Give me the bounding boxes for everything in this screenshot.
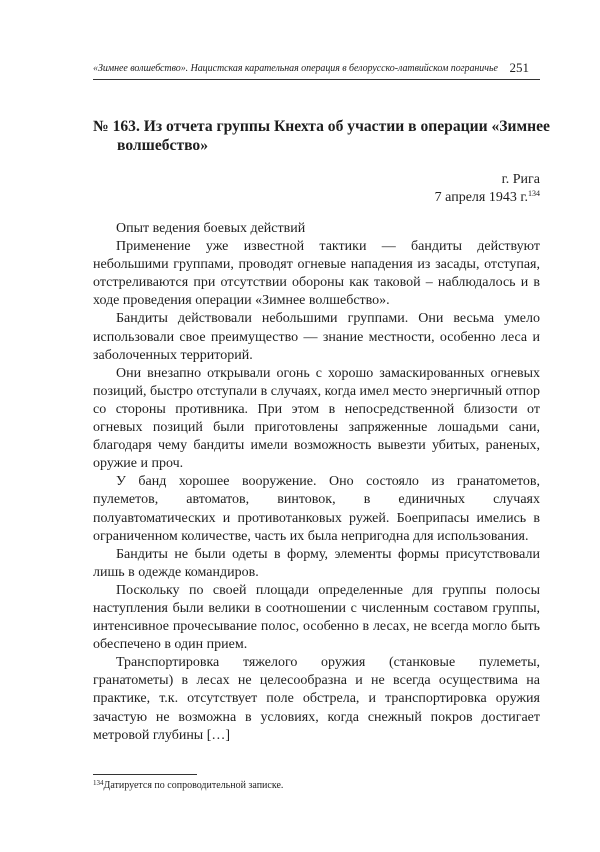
running-header (93, 61, 533, 77)
paragraph: Применение уже известной тактики — бандиты действуют небольшими группами, проводят огневые нападения из засады, отступая, отстреливаются при отсутствии обороны как таковой – наблюдалось и в ходе проведения операции «Зимнее волшебство». (93, 239, 540, 309)
footnote-number: 134 (93, 779, 104, 787)
header-rule (93, 79, 540, 80)
section-heading: Опыт ведения боевых действий (116, 221, 306, 236)
paragraph: Бандиты действовали небольшими группами. Они весьма умело использовали свое преимущество — знание местности, особенно леса и заболоченных территорий. (93, 311, 540, 363)
body-text (93, 220, 540, 745)
document-date-text: 7 апреля 1943 г. (434, 190, 528, 205)
page-number: 251 (509, 60, 529, 75)
paragraph: Они внезапно открывали огонь с хорошо замаскированных огневых позиций, быстро отступали в случаях, когда имел место энергичный отпор со стороны противника. При этом в непосредственной близости от огневых позиций были приготовлены запряженные лошадьми сани, благодаря чему бандиты имели возможность вывезти убитых, раненых, оружие и проч. (93, 365, 540, 472)
document-title: № 163. Из отчета группы Кнехта об участии в операции «Зимнее волшебство» (93, 118, 550, 154)
document-place: г. Рига (501, 172, 540, 187)
paragraph: У банд хорошее вооружение. Оно состояло из гранатометов, пулеметов, автоматов, винтовок, в единичных случаях полуавтоматических и противотанковых ружей. Боеприпасы имелись в ограниченном количестве, часть их была непригодна для использования. (93, 474, 540, 544)
footnote-reference: 134 (528, 189, 540, 198)
paragraph: Поскольку по своей площади определенные для группы полосы наступления были велики в соотношении с численным составом группы, интенсивное прочесывание полос, особенно в лесах, не всегда могло быть обеспечено в один прием. (93, 582, 540, 653)
footnote (93, 779, 540, 792)
running-title: «Зимнее волшебство». Нацистская карательная операция в белорусско-латвийском пограничье (93, 63, 498, 74)
footnote-rule (93, 774, 197, 775)
paragraph: Транспортировка тяжелого оружия (станковые пулеметы, гранатометы) в лесах не целесообразна и не всегда осуществима на практике, т.к. отсутствует поле обстрела, и транспортировка оружия зачастую не возможна в условиях, когда снежный покров достигает метровой глубины […] (93, 655, 540, 743)
footnote-text: Датируется по сопроводительной записке. (103, 780, 284, 791)
paragraph: Бандиты не были одеты в форму, элементы формы присутствовали лишь в одежде командиров. (93, 546, 540, 580)
document-date (435, 188, 540, 207)
